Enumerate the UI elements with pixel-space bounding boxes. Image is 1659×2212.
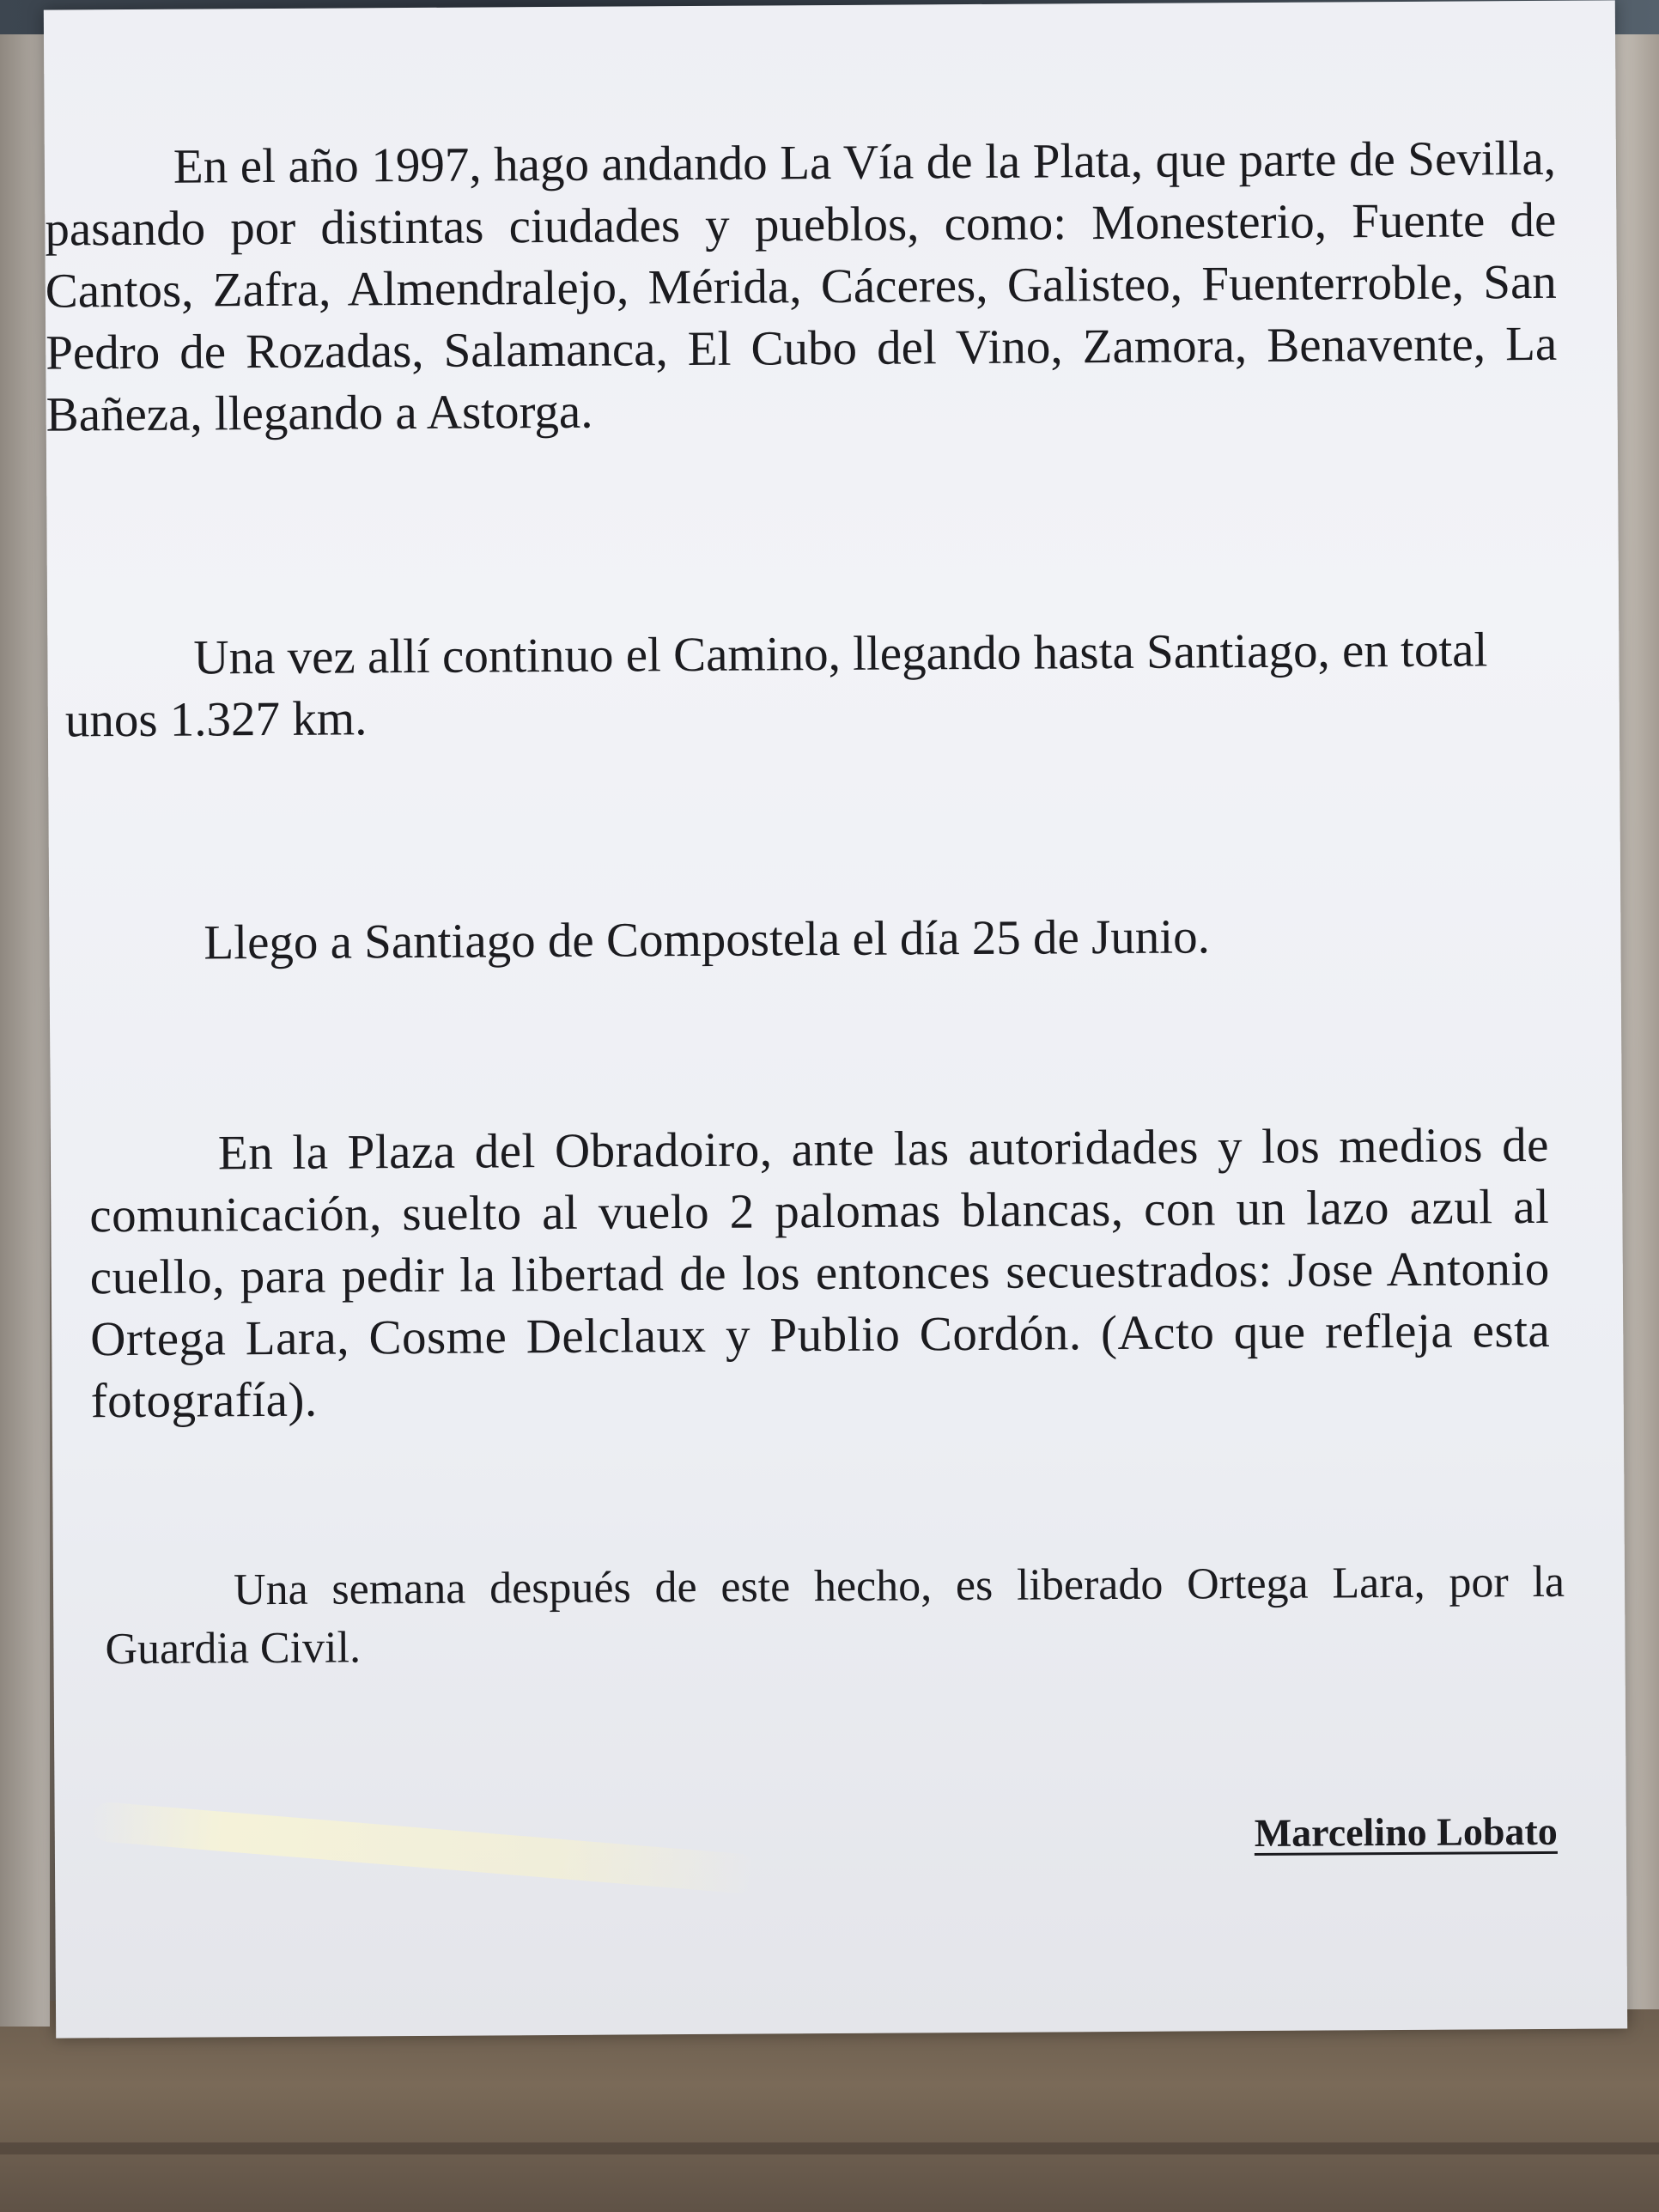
paragraph-text: Una vez allí continuo el Camino, llegando hasta Santiago, en total unos 1.327 km. [64, 623, 1488, 748]
shelf-edge [0, 2142, 1659, 2154]
light-glare [88, 1801, 759, 1894]
paragraph-text: Una semana después de este hecho, es liberado Ortega Lara, por la Guardia Civil. [105, 1557, 1565, 1674]
paragraph-text: En el año 1997, hago andando La Vía de la Plata, que parte de Sevilla, pasando por distintas ciudades y pueblos, como: Monesterio, Fuente de Cantos, Zafra, Almendralejo, Mérida, Cáceres, Galisteo, Fuenterroble, San Pedro de Rozadas, Salamanca, El Cubo del Vino, Zamora, Benavente, La Bañeza, llegando a Astorga. [45, 131, 1558, 442]
paragraph-liberation [105, 1553, 1565, 1679]
signature: Marcelino Lobato [1254, 1808, 1558, 1856]
paragraph-via-de-la-plata [45, 128, 1558, 447]
paragraph-obradoiro [89, 1115, 1551, 1432]
frame-left-edge [0, 34, 50, 2027]
paragraph-text: Llego a Santiago de Compostela el día 25 de Junio. [204, 909, 1211, 970]
paragraph-text: En la Plaza del Obradoiro, ante las autoridades y los medios de comunicación, suelto al vuelo 2 palomas blancas, con un lazo azul al cuello, para pedir la libertad de los entonces secuestrados: Jose Antonio Ortega Lara, Cosme Delclaux y Publio Cordón. (Acto que refleja esta fotografía). [89, 1117, 1551, 1429]
paragraph-camino-santiago [64, 619, 1555, 752]
paragraph-arrival [75, 904, 1560, 975]
paper-sheet [44, 0, 1627, 2038]
